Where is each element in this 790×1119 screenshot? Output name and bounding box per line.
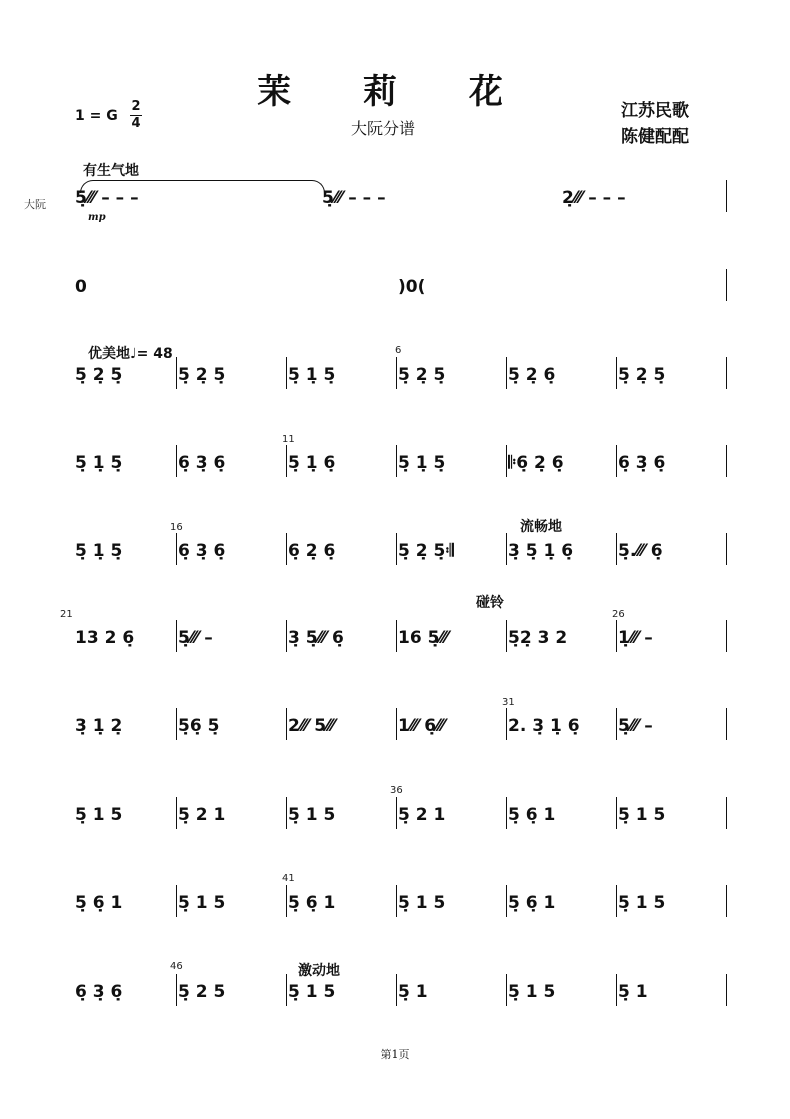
measure: 5̣ 2̣ 5̣𝄇 bbox=[398, 541, 454, 561]
measure-number: 41 bbox=[282, 873, 295, 884]
barline bbox=[176, 708, 177, 740]
barline bbox=[286, 357, 287, 389]
dynamic-marking: mp bbox=[88, 212, 106, 223]
measure: 5̣ 1 bbox=[618, 982, 648, 1002]
barline bbox=[506, 797, 507, 829]
barline bbox=[506, 974, 507, 1006]
measure: 5̣ 1 5 bbox=[618, 805, 666, 825]
origin-credit: 江苏民歌 bbox=[621, 101, 689, 121]
measure: 6̣ 3̣ 6̣ bbox=[75, 982, 123, 1002]
barline bbox=[176, 620, 177, 652]
measure: 𝄆6̣ 2̣ 6̣ bbox=[508, 453, 564, 473]
key-signature: 1 = G bbox=[75, 108, 118, 124]
measure-number: 16 bbox=[170, 522, 183, 533]
score-subtitle: 大阮分谱 bbox=[350, 119, 415, 138]
score-title: 茉 莉 花 bbox=[257, 72, 533, 112]
measure: 1̣⁄⁄⁄ – bbox=[618, 628, 653, 648]
barline bbox=[726, 708, 727, 740]
measure-number: 36 bbox=[390, 785, 403, 796]
barline bbox=[726, 357, 727, 389]
barline bbox=[726, 974, 727, 1006]
barline bbox=[396, 797, 397, 829]
measure: 5̣ 2 1 bbox=[178, 805, 226, 825]
measure: 5̣ 2̣ 5̣ bbox=[398, 365, 446, 385]
measure: 5̣ 6̣ 1 bbox=[288, 893, 336, 913]
barline bbox=[396, 445, 397, 477]
time-signature bbox=[130, 100, 142, 131]
barline bbox=[616, 620, 617, 652]
measure: 5̣⁄⁄⁄ – bbox=[178, 628, 213, 648]
measure: 5̣⁄⁄⁄ – – – bbox=[75, 188, 139, 208]
measure: 5̣ 1 bbox=[398, 982, 428, 1002]
barline bbox=[726, 533, 727, 565]
measure: 3̣ 1̣ 2̣ bbox=[75, 716, 123, 736]
barline bbox=[176, 357, 177, 389]
time-signature-denominator: 4 bbox=[131, 116, 141, 131]
measure: 6̣ 3̣ 6̣ bbox=[618, 453, 666, 473]
barline bbox=[286, 885, 287, 917]
barline bbox=[506, 885, 507, 917]
barline bbox=[726, 797, 727, 829]
measure: 6̣ 2̣ 6̣ bbox=[288, 541, 336, 561]
barline bbox=[616, 797, 617, 829]
marking-intro: 有生气地 bbox=[83, 163, 139, 179]
barline bbox=[506, 533, 507, 565]
barline bbox=[286, 708, 287, 740]
barline bbox=[396, 357, 397, 389]
marking-tempo: 优美地♩= 48 bbox=[88, 346, 173, 362]
barline bbox=[286, 797, 287, 829]
measure-number: 31 bbox=[502, 697, 515, 708]
measure: 5̣ 1 5 bbox=[288, 982, 336, 1002]
time-signature-numerator: 2 bbox=[131, 99, 141, 114]
measure: 5̣ 1 5 bbox=[508, 982, 556, 1002]
measure: 5̣ 1 5 bbox=[178, 893, 226, 913]
barline bbox=[286, 620, 287, 652]
barline bbox=[616, 357, 617, 389]
measure-number: 21 bbox=[60, 609, 73, 620]
measure: 1⁄⁄⁄ 6̣⁄⁄⁄ bbox=[398, 716, 445, 736]
barline bbox=[506, 445, 507, 477]
measure: 5̣ 6̣ 1 bbox=[508, 893, 556, 913]
barline bbox=[396, 974, 397, 1006]
barline bbox=[726, 445, 727, 477]
measure: 5̣⁄⁄⁄ – – – bbox=[322, 188, 386, 208]
barline bbox=[286, 974, 287, 1006]
measure-number: 6 bbox=[395, 345, 402, 356]
barline bbox=[396, 885, 397, 917]
measure-number: 11 bbox=[282, 434, 295, 445]
measure: 2̣⁄⁄⁄ – – – bbox=[562, 188, 626, 208]
marking-flowing: 流畅地 bbox=[520, 519, 562, 535]
measure: 5̣⁄⁄⁄ – bbox=[618, 716, 653, 736]
barline bbox=[396, 620, 397, 652]
barline bbox=[726, 180, 727, 212]
measure: 5̣ 2̣ 5̣ bbox=[75, 365, 123, 385]
measure: 5̣ 1 5 bbox=[75, 805, 123, 825]
measure: 5̣ 2̣ 5̣ bbox=[618, 365, 666, 385]
measure: 5̣ 1 5 bbox=[618, 893, 666, 913]
measure: 5̣ 2 5 bbox=[178, 982, 226, 1002]
measure: 5̣ 2̣ 5̣ bbox=[178, 365, 226, 385]
barline bbox=[176, 797, 177, 829]
measure: 13 2 6̣ bbox=[75, 628, 135, 648]
barline bbox=[286, 533, 287, 565]
page-footer: 第1页 bbox=[380, 1048, 410, 1061]
measure-number: 46 bbox=[170, 961, 183, 972]
measure: 3̣ 5̣ 1̣ 6̣ bbox=[508, 541, 574, 561]
measure: 5̣ 1̣ 5̣ bbox=[398, 453, 446, 473]
measure: 6̣ 3̣ 6̣ bbox=[178, 453, 226, 473]
barline bbox=[176, 533, 177, 565]
barline bbox=[176, 445, 177, 477]
barline bbox=[726, 620, 727, 652]
barline bbox=[726, 269, 727, 301]
measure: 5̣ 1̣ 6̣ bbox=[288, 453, 336, 473]
measure: )0( bbox=[398, 277, 426, 297]
measure: 6̣ 3̣ 6̣ bbox=[178, 541, 226, 561]
measure: 5̣ 2 1 bbox=[398, 805, 446, 825]
marking-excited: 激动地 bbox=[298, 963, 340, 979]
measure: 5̣ 2̣ 6̣ bbox=[508, 365, 556, 385]
barline bbox=[506, 708, 507, 740]
barline bbox=[616, 533, 617, 565]
measure: 3̣ 5̣⁄⁄⁄ 6̣ bbox=[288, 628, 344, 648]
measure: 5̣ 6̣ 1 bbox=[75, 893, 123, 913]
part-label: 大阮 bbox=[24, 198, 46, 211]
measure: 0 bbox=[75, 277, 87, 297]
barline bbox=[176, 974, 177, 1006]
measure: 5̣.⁄⁄⁄ 6̣ bbox=[618, 541, 663, 561]
barline bbox=[616, 885, 617, 917]
measure: 16 5̣⁄⁄⁄ bbox=[398, 628, 448, 648]
barline bbox=[286, 445, 287, 477]
measure: 5̣6̣ 5̣ bbox=[178, 716, 220, 736]
barline bbox=[616, 974, 617, 1006]
measure: 2⁄⁄⁄ 5⁄⁄⁄ bbox=[288, 716, 335, 736]
marking-bells: 碰铃 bbox=[476, 595, 504, 611]
measure: 5̣ 1̣ 5̣ bbox=[288, 365, 336, 385]
barline bbox=[396, 533, 397, 565]
arranger-credit: 陈健配配 bbox=[621, 127, 689, 147]
measure: 5̣ 6̣ 1 bbox=[508, 805, 556, 825]
barline bbox=[616, 708, 617, 740]
measure-number: 26 bbox=[612, 609, 625, 620]
barline bbox=[616, 445, 617, 477]
barline bbox=[726, 885, 727, 917]
measure: 2. 3̣ 1̣ 6̣ bbox=[508, 716, 580, 736]
barline bbox=[506, 620, 507, 652]
barline bbox=[176, 885, 177, 917]
measure: 5̣ 1 5 bbox=[398, 893, 446, 913]
measure: 5̣ 1 5 bbox=[288, 805, 336, 825]
measure: 5̣ 1̣ 5̣ bbox=[75, 541, 123, 561]
measure: 5̣2̣ 3 2 bbox=[508, 628, 568, 648]
barline bbox=[396, 708, 397, 740]
measure: 5̣ 1̣ 5̣ bbox=[75, 453, 123, 473]
barline bbox=[506, 357, 507, 389]
